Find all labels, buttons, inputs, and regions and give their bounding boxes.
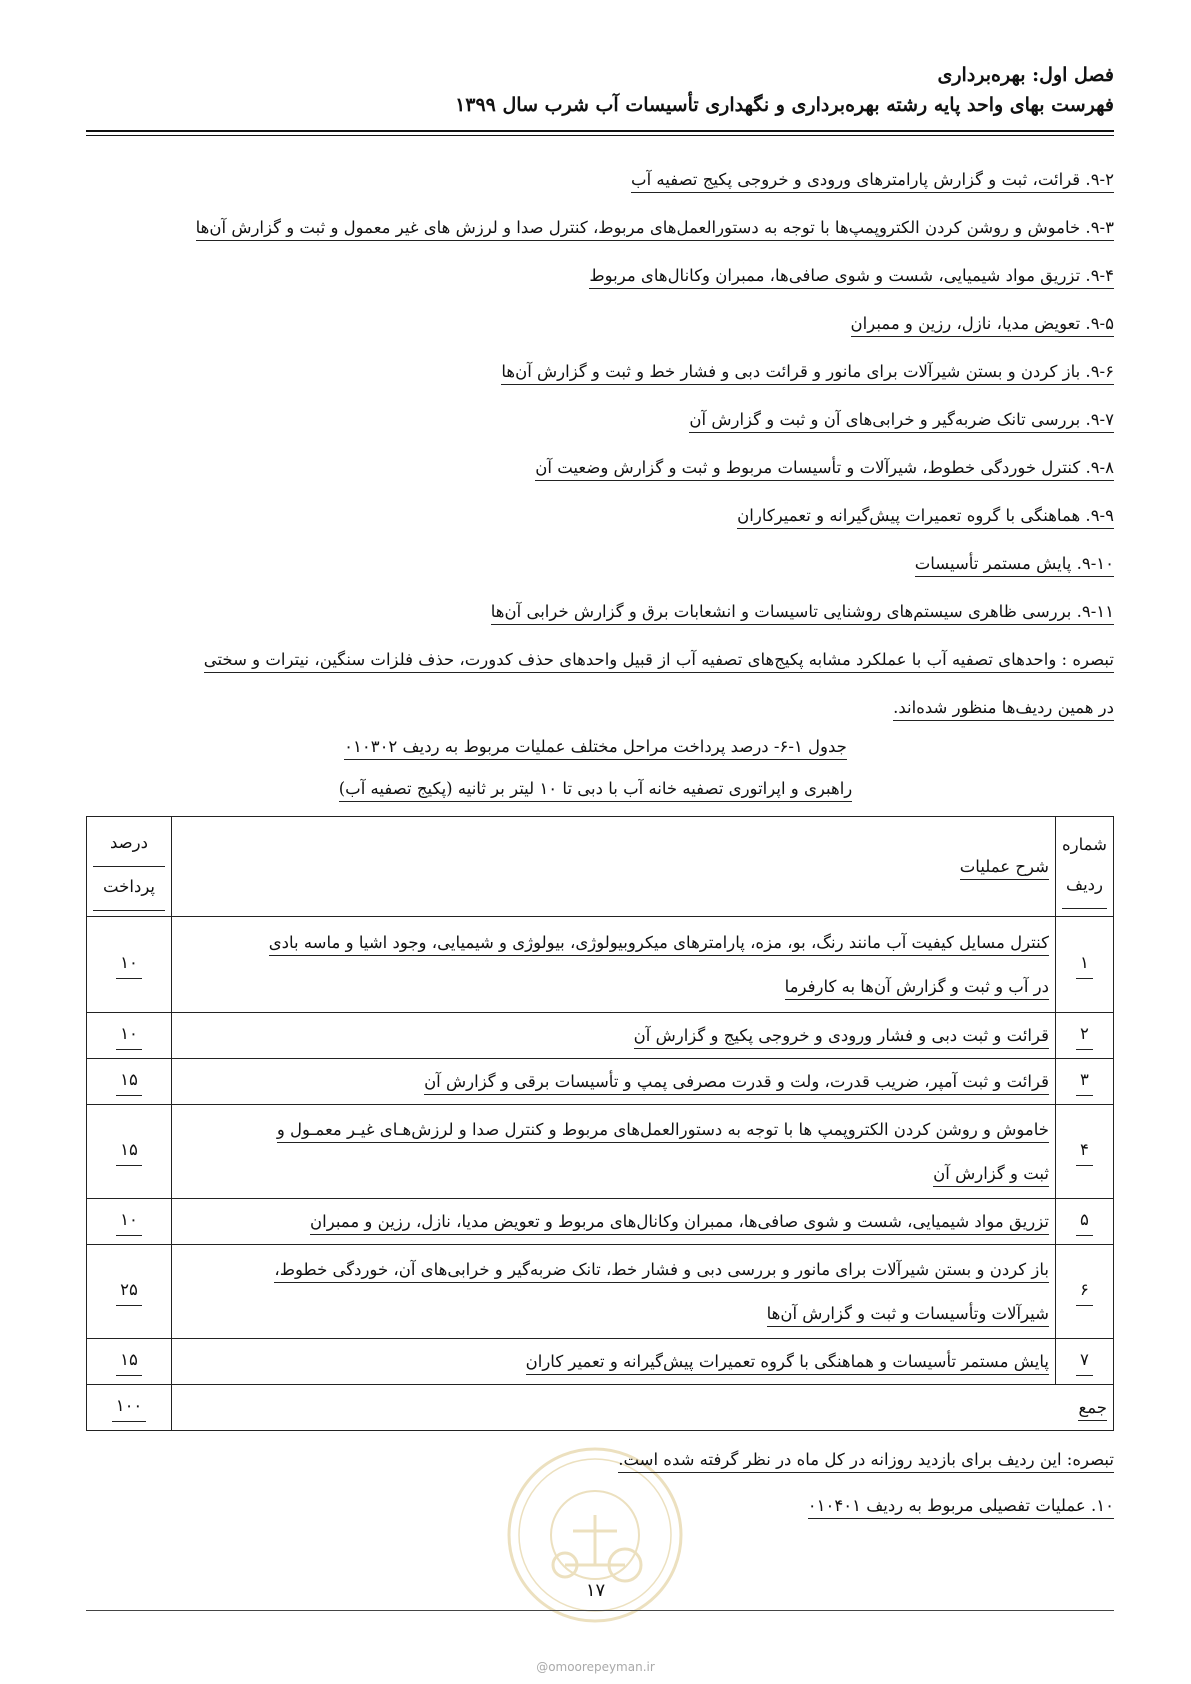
row-description: قرائت و ثبت دبی و فشار ورودی و خروجی پکیج و گزارش آن	[634, 1026, 1049, 1049]
list-item: ۹-۳. خاموش و روشن کردن الکتروپمپ‌ها با توجه به دستورالعمل‌های مربوط، کنترل صدا و لرزش های غیر معمول و ثبت و گزارش آن‌ها	[86, 213, 1114, 261]
table-row	[87, 1059, 1114, 1105]
row-description: تزریق مواد شیمیایی، شست و شوی صافی‌ها، ممبران وکانال‌های مربوط و تعویض مدیا، نازل، رزین و ممبران	[310, 1212, 1049, 1235]
row-description-cont: ثبت و گزارش آن	[933, 1164, 1049, 1187]
website-watermark: @omoorepeyman.ir	[536, 1660, 655, 1674]
header-rule-thin	[86, 135, 1114, 136]
list-item: ۹-۹. هماهنگی با گروه تعمیرات پیش‌گیرانه و تعمیرکاران	[86, 501, 1114, 549]
list-item: ۹-۵. تعویض مدیا، نازل، رزین و ممبران	[86, 309, 1114, 357]
note-line-2: در همین ردیف‌ها منظور شده‌اند.	[893, 698, 1114, 721]
header-description: شرح عملیات	[172, 817, 1056, 917]
row-percent: ۲۵	[116, 1277, 142, 1306]
row-number: ۷	[1076, 1347, 1093, 1376]
row-description-cont: شیرآلات وتأسیسات و ثبت و گزارش آن‌ها	[767, 1304, 1049, 1327]
row-number: ۶	[1076, 1277, 1093, 1306]
table-row	[87, 1245, 1114, 1339]
row-percent: ۱۵	[116, 1347, 142, 1376]
note-line-1: تبصره : واحدهای تصفیه آب با عملکرد مشابه پکیج‌های تصفیه آب از قبیل واحدهای حذف کدورت، حذف فلزات سنگین، نیترات و سختی	[204, 650, 1114, 673]
row-number: ۲	[1076, 1021, 1093, 1050]
row-description: کنترل مسایل کیفیت آب مانند رنگ، بو، مزه، پارامترهای میکروبیولوژی، بیولوژی و شیمیایی، وجود اشیا و ماسه بادی	[269, 933, 1049, 956]
table-row	[87, 1105, 1114, 1199]
table-row	[87, 1339, 1114, 1385]
table-total-row	[87, 1385, 1114, 1431]
row-description-cont: در آب و ثبت و گزارش آن‌ها به کارفرما	[785, 977, 1049, 1000]
header-payment-percent: درصد پرداخت	[87, 817, 172, 917]
list-item: ۹-۸. کنترل خوردگی خطوط، شیرآلات و تأسیسات مربوط و ثبت و گزارش وضعیت آن	[86, 453, 1114, 501]
row-percent: ۱۰	[116, 1207, 142, 1236]
next-section-title: ۱۰. عملیات تفصیلی مربوط به ردیف ۰۱۰۴۰۱	[86, 1491, 1114, 1521]
row-number: ۳	[1076, 1067, 1093, 1096]
total-value: ۱۰۰	[112, 1393, 147, 1422]
table-row	[87, 1013, 1114, 1059]
page-header	[86, 60, 1114, 120]
page-number: ۱۷	[585, 1580, 606, 1601]
section-items	[86, 165, 1114, 741]
table-row	[87, 1199, 1114, 1245]
chapter-title: فصل اول: بهره‌برداری	[937, 64, 1114, 86]
row-percent: ۱۰	[116, 950, 142, 979]
row-description: قرائت و ثبت آمپر، ضریب قدرت، ولت و قدرت مصرفی پمپ و تأسیسات برقی و گزارش آن	[424, 1072, 1049, 1095]
row-description: پایش مستمر تأسیسات و هماهنگی با گروه تعمیرات پیش‌گیرانه و تعمیر کاران	[526, 1352, 1049, 1375]
list-item: ۹-۶. باز کردن و بستن شیرآلات برای مانور و قرائت دبی و فشار خط و ثبت و گزارش آن‌ها	[86, 357, 1114, 405]
table-header-row	[87, 817, 1114, 917]
document-title: فهرست بهای واحد پایه رشته بهره‌برداری و نگهداری تأسیسات آب شرب سال ۱۳۹۹	[455, 94, 1114, 116]
row-number: ۵	[1076, 1207, 1093, 1236]
list-item: ۹-۴. تزریق مواد شیمیایی، شست و شوی صافی‌ها، ممبران وکانال‌های مربوط	[86, 261, 1114, 309]
row-percent: ۱۵	[116, 1137, 142, 1166]
list-item: ۹-۷. بررسی تانک ضربه‌گیر و خرابی‌های آن و ثبت و گزارش آن	[86, 405, 1114, 453]
list-item: ۹-۲. قرائت، ثبت و گزارش پارامترهای ورودی و خروجی پکیج تصفیه آب	[86, 165, 1114, 213]
total-label: جمع	[1078, 1398, 1107, 1421]
table-row	[87, 917, 1114, 1013]
row-number: ۱	[1076, 950, 1093, 979]
list-item: ۹-۱۰. پایش مستمر تأسیسات	[86, 549, 1114, 597]
header-rule-thick	[86, 130, 1114, 132]
footer-rule	[86, 1610, 1114, 1611]
note-paragraph	[86, 645, 1114, 741]
row-percent: ۱۵	[116, 1067, 142, 1096]
footer-note: تبصره: این ردیف برای بازدید روزانه در کل ماه در نظر گرفته شده است.	[86, 1445, 1114, 1475]
row-description: باز کردن و بستن شیرآلات برای مانور و بررسی دبی و فشار خط، تانک ضربه‌گیر و خرابی‌های آن، خوردگی خطوط،	[274, 1260, 1049, 1283]
list-item: ۹-۱۱. بررسی ظاهری سیستم‌های روشنایی تاسیسات و انشعابات برق و گزارش خرابی آن‌ها	[86, 597, 1114, 645]
row-description: خاموش و روشن کردن الکتروپمپ ها با توجه به دستورالعمل‌های مربوط و کنترل صدا و لرزش‌هـای غیـر معمـول و	[277, 1120, 1049, 1143]
operations-table	[86, 816, 1114, 1431]
row-number: ۴	[1076, 1137, 1093, 1166]
header-row-number: شماره ردیف	[1055, 817, 1113, 917]
table-caption: جدول ۱-۶- درصد پرداخت مراحل مختلف عملیات مربوط به ردیف ۰۱۰۳۰۲	[0, 733, 1191, 761]
table-subcaption: راهبری و اپراتوری تصفیه خانه آب با دبی تا ۱۰ لیتر بر ثانیه (پکیج تصفیه آب)	[0, 775, 1191, 803]
row-percent: ۱۰	[116, 1021, 142, 1050]
